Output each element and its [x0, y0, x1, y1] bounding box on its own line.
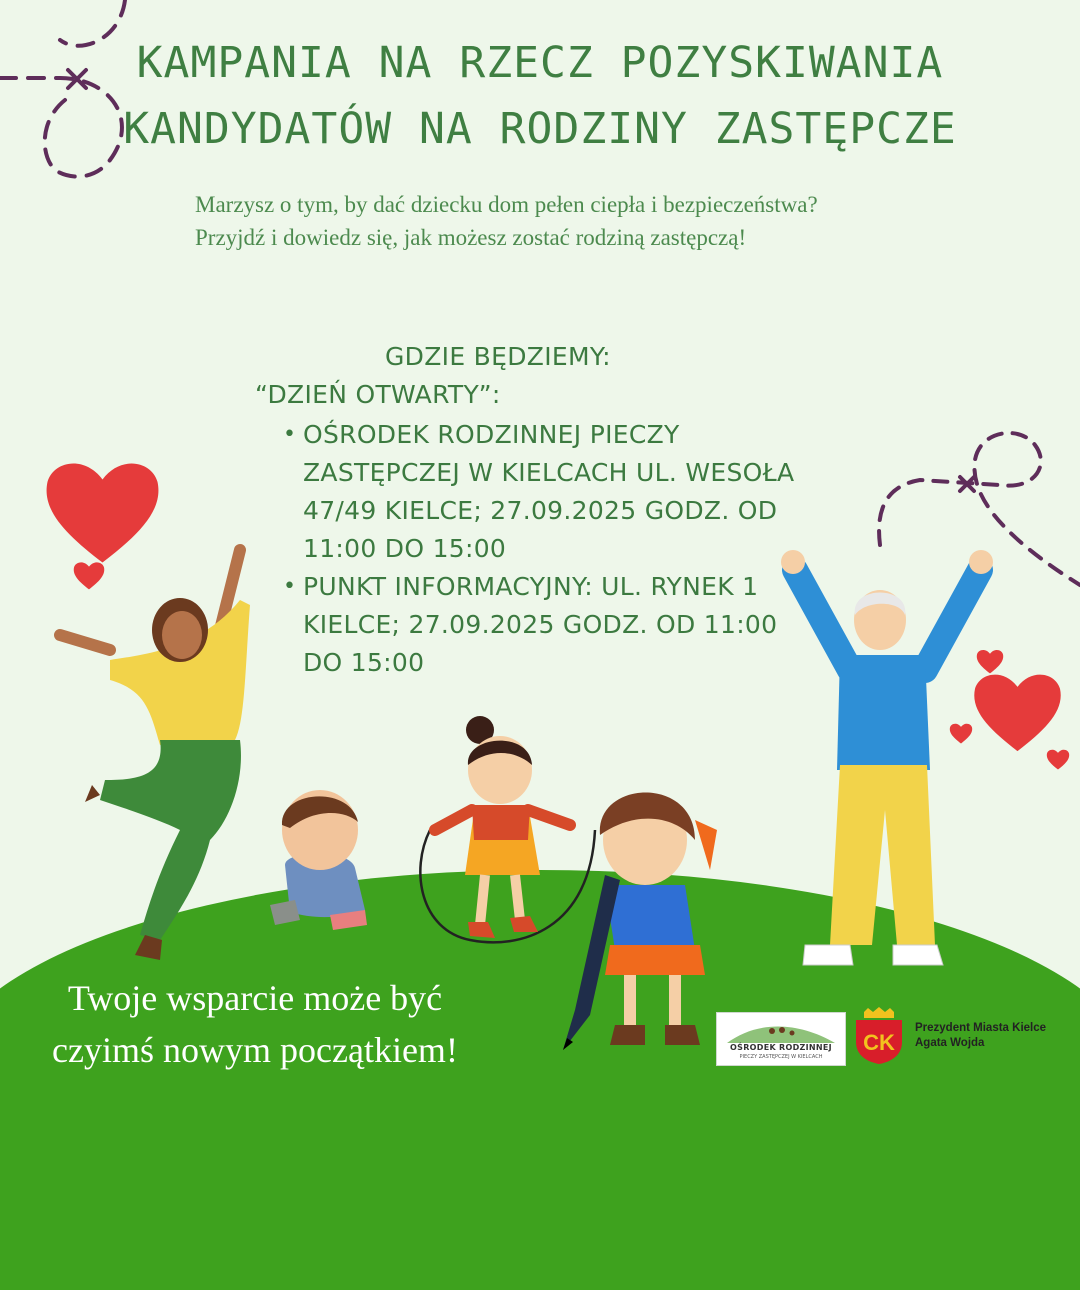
slogan — [10, 972, 500, 1076]
subtitle-line: Marzysz o tym, by dać dziecku dom pełen ciepła i bezpieczeństwa? — [195, 192, 818, 217]
president-title: Prezydent Miasta Kielce — [915, 1022, 1047, 1034]
slogan-line: czyimś nowym początkiem! — [52, 1030, 458, 1070]
campaign-title — [0, 30, 1080, 162]
event-location-list — [255, 416, 795, 682]
event-info — [255, 338, 795, 682]
subtitle-line: Przyjdź i dowiedz się, jak możesz zostać rodziną zastępczą! — [195, 225, 747, 250]
jumping-woman-illustration — [50, 540, 260, 980]
president-credit — [915, 1021, 1075, 1051]
campaign-title-line: KAMPANIA NA RZECZ POZYSKIWANIA — [136, 38, 944, 88]
orpz-logo-subtitle: PIECZY ZASTĘPCZEJ W KIELCACH — [739, 1054, 823, 1060]
slogan-line: Twoje wsparcie może być — [67, 978, 443, 1018]
mountain-logo-icon — [717, 1021, 845, 1043]
heart-icon — [1045, 748, 1071, 770]
president-name: Agata Wojda — [915, 1037, 985, 1049]
event-location-item: • OŚRODEK RODZINNEJ PIECZY ZASTĘPCZEJ W KIELCACH UL. WESOŁA 47/49 KIELCE; 27.09.2025 GODZ. OD 11:00 DO 15:00 — [303, 416, 795, 568]
event-name: “DZIEŃ OTWARTY”: — [255, 380, 501, 409]
cheering-grandpa-illustration — [775, 540, 1000, 975]
campaign-title-line: KANDYDATÓW NA RODZINY ZASTĘPCZE — [123, 104, 957, 154]
orpz-logo — [716, 1012, 846, 1066]
sitting-boy-illustration — [255, 780, 375, 935]
city-crest-icon — [852, 1006, 906, 1064]
campaign-subtitle — [195, 188, 1055, 254]
orpz-logo-name: OŚRODEK RODZINNEJ — [730, 1043, 832, 1052]
event-location-heading: GDZIE BĘDZIEMY: — [385, 342, 611, 371]
crest-letters: CK — [863, 1030, 895, 1055]
event-location-item: • PUNKT INFORMACYJNY: UL. RYNEK 1 KIELCE; 27.09.2025 GODZ. OD 11:00 DO 15:00 — [303, 568, 795, 682]
girl-with-pencil-illustration — [545, 760, 725, 1060]
